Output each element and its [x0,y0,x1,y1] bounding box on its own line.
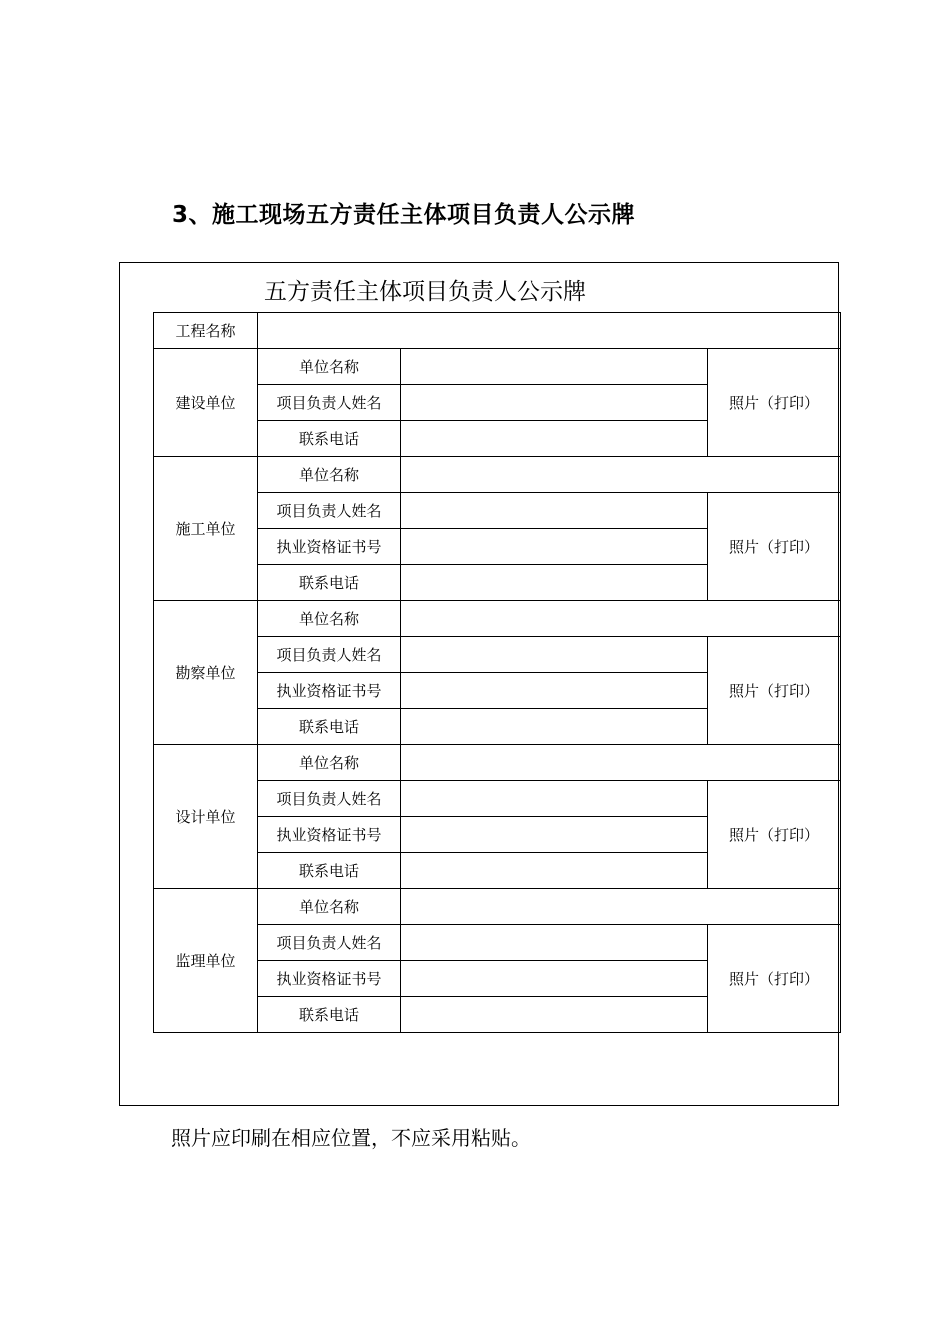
unit-label-construction-owner: 建设单位 [154,349,258,457]
unit-label-design: 设计单位 [154,745,258,889]
table-row [154,313,841,349]
field-value-cell[interactable] [401,745,841,781]
field-value-cell[interactable] [401,637,708,673]
photo-placeholder: 照片（打印） [708,637,841,745]
field-value-cell[interactable] [401,385,708,421]
field-label: 执业资格证书号 [258,529,401,565]
field-label: 单位名称 [258,349,401,385]
field-value-cell[interactable] [401,601,841,637]
table-row [154,889,841,925]
field-value-cell[interactable] [401,997,708,1033]
photo-printing-note: 照片应印刷在相应位置，不应采用粘贴。 [171,1126,531,1150]
field-label: 项目负责人姓名 [258,385,401,421]
unit-label-contractor: 施工单位 [154,457,258,601]
field-value-cell[interactable] [401,817,708,853]
project-name-label: 工程名称 [154,313,258,349]
table-row [154,637,841,673]
field-label: 执业资格证书号 [258,817,401,853]
field-label: 单位名称 [258,889,401,925]
field-label: 联系电话 [258,421,401,457]
field-label: 联系电话 [258,997,401,1033]
table-row [154,745,841,781]
field-label: 单位名称 [258,601,401,637]
field-value-cell[interactable] [401,853,708,889]
field-label: 项目负责人姓名 [258,781,401,817]
field-value-cell[interactable] [401,673,708,709]
photo-placeholder: 照片（打印） [708,349,841,457]
project-name-value-cell[interactable] [258,313,841,349]
field-label: 联系电话 [258,853,401,889]
field-value-cell[interactable] [401,709,708,745]
field-label: 项目负责人姓名 [258,925,401,961]
field-label: 联系电话 [258,709,401,745]
field-value-cell[interactable] [401,493,708,529]
field-value-cell[interactable] [401,961,708,997]
table-row [154,781,841,817]
field-value-cell[interactable] [401,349,708,385]
table-row [154,925,841,961]
responsibility-table [153,312,841,1033]
table-row [154,601,841,637]
table-row [154,457,841,493]
photo-placeholder: 照片（打印） [708,925,841,1033]
table-row [154,493,841,529]
field-value-cell[interactable] [401,781,708,817]
unit-label-survey: 勘察单位 [154,601,258,745]
field-label: 执业资格证书号 [258,961,401,997]
photo-placeholder: 照片（打印） [708,493,841,601]
field-label: 执业资格证书号 [258,673,401,709]
field-label: 单位名称 [258,745,401,781]
photo-placeholder: 照片（打印） [708,781,841,889]
field-value-cell[interactable] [401,421,708,457]
field-value-cell[interactable] [401,565,708,601]
field-label: 项目负责人姓名 [258,493,401,529]
field-label: 项目负责人姓名 [258,637,401,673]
field-value-cell[interactable] [401,457,841,493]
field-label: 联系电话 [258,565,401,601]
section-heading: 3、施工现场五方责任主体项目负责人公示牌 [172,202,636,228]
notice-board-title: 五方责任主体项目负责人公示牌 [264,279,586,305]
field-value-cell[interactable] [401,925,708,961]
table-row [154,349,841,385]
unit-label-supervision: 监理单位 [154,889,258,1033]
field-label: 单位名称 [258,457,401,493]
field-value-cell[interactable] [401,889,841,925]
field-value-cell[interactable] [401,529,708,565]
